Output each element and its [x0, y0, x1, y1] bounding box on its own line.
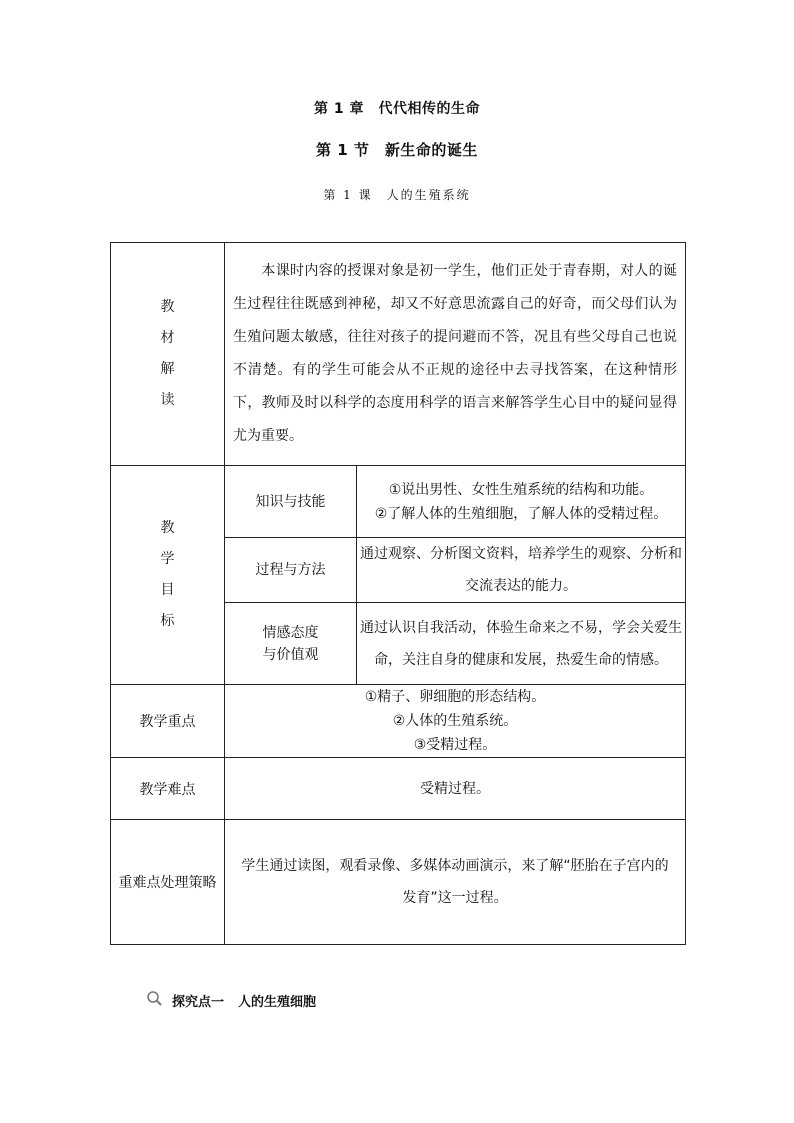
goal-attitude-name-line-2: 与价值观	[262, 646, 319, 663]
explore-label: 探究点一	[172, 994, 225, 1010]
goal-attitude-name-line-1: 情感态度	[262, 624, 319, 641]
goals-label: 教学目标	[160, 520, 175, 629]
key-points-cell	[225, 685, 686, 758]
material-text: 本课时内容的授课对象是初一学生，他们正处于青春期，对人的诞生过程往往既感到神秘，却又不好意思流露自己的好奇，而父母们认为生殖问题太敏感，往往对孩子的提问避而不答，况且有些父母自己也说不清楚。有的学生可能会从不正规的途径中去寻找答案，在这种情形下，教师及时以科学的态度用科学的语言来解答学生心目中的疑问显得尤为重要。	[233, 263, 677, 444]
key-point-1: ①精子、卵细胞的形态结构。	[364, 689, 546, 705]
explore-heading	[146, 990, 316, 1010]
material-label: 教材解读	[160, 299, 175, 408]
goal-name-process: 过程与方法	[225, 538, 357, 603]
material-text-cell	[225, 243, 686, 466]
difficulties-text: 受精过程。	[225, 758, 686, 820]
goal-text-attitude: 通过认识自我活动，体验生命来之不易，学会关爱生命，关注自身的健康和发展，热爱生命的情感。	[357, 603, 686, 685]
goal-name-knowledge: 知识与技能	[225, 466, 357, 538]
goal-name-attitude	[225, 603, 357, 685]
key-points-label: 教学重点	[111, 685, 225, 758]
section-title: 第 1 节 新生命的诞生	[316, 141, 478, 159]
key-points-row	[111, 685, 686, 758]
goals-label-cell	[111, 466, 225, 685]
strategy-cell	[225, 820, 686, 945]
explore-title: 人的生殖细胞	[238, 994, 317, 1010]
material-row	[111, 243, 686, 466]
goal-text-knowledge	[357, 466, 686, 538]
strategy-row	[111, 820, 686, 945]
strategy-text: 学生通过读图，观看录像、多媒体动画演示，来了解“胚胎在子宫内的发育”这一过程。	[241, 858, 669, 906]
difficulties-label: 教学难点	[111, 758, 225, 820]
key-point-2: ②人体的生殖系统。	[392, 713, 518, 729]
material-label-cell	[111, 243, 225, 466]
lesson-plan-table	[110, 242, 686, 945]
goal-knowledge-line-1: ①说出男性、女性生殖系统的结构和功能。	[388, 481, 654, 498]
goal-row-knowledge	[111, 466, 686, 538]
goal-text-process: 通过观察、分析图文资料，培养学生的观察、分析和交流表达的能力。	[357, 538, 686, 603]
difficulties-row	[111, 758, 686, 820]
lesson-title: 第 1 课 人的生殖系统	[323, 188, 471, 202]
strategy-label: 重难点处理策略	[111, 820, 225, 945]
chapter-title: 第 1 章 代代相传的生命	[314, 101, 480, 117]
magnifier-icon	[146, 990, 172, 1010]
goal-knowledge-line-2: ②了解人体的生殖细胞，了解人体的受精过程。	[374, 505, 668, 522]
key-point-3: ③受精过程。	[413, 737, 497, 753]
